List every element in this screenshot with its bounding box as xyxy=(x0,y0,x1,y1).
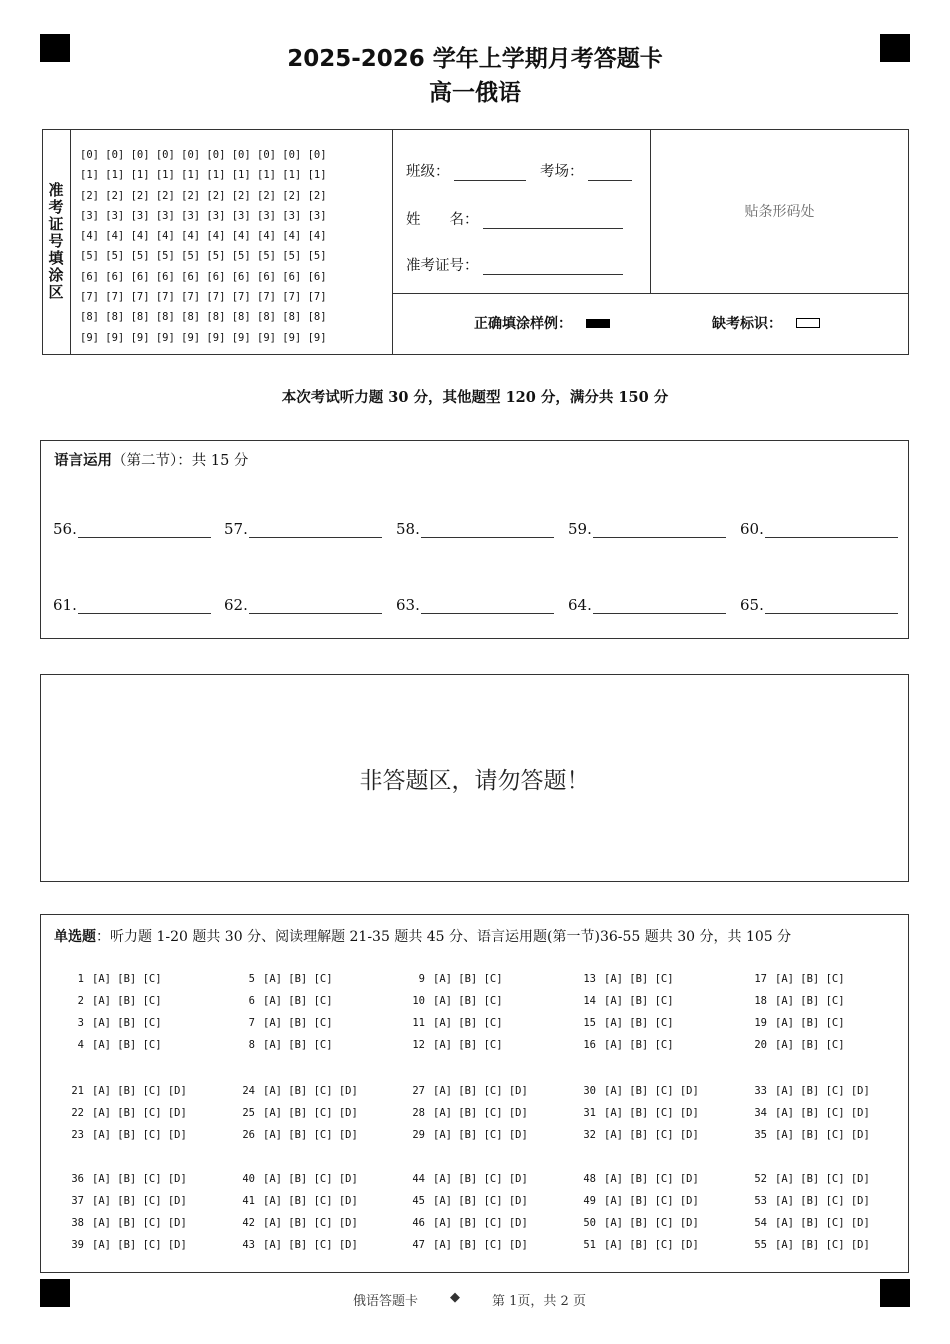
answer-options[interactable]: [A] [B] [C] [D] xyxy=(433,1217,528,1229)
blank-number: 56. xyxy=(53,520,77,538)
mcq-item[interactable] xyxy=(745,1012,845,1034)
answer-options[interactable]: [A] [B] [C] [D] xyxy=(92,1129,187,1141)
room-label: 考场： xyxy=(540,164,584,180)
answer-options[interactable]: [A] [B] [C] [D] xyxy=(433,1239,528,1251)
question-number: 8 xyxy=(248,1039,255,1051)
mcq-item[interactable] xyxy=(403,1080,528,1102)
answer-options[interactable]: [A] [B] [C] [D] xyxy=(775,1217,870,1229)
question-number: 26 xyxy=(242,1129,255,1141)
answer-options[interactable]: [A] [B] [C] [D] xyxy=(775,1195,870,1207)
language-section-title: 语言运用（第二节）：共 15 分 xyxy=(54,452,249,469)
mcq-item[interactable] xyxy=(62,1012,162,1034)
question-number: 45 xyxy=(412,1195,425,1207)
blank-line[interactable] xyxy=(593,523,726,538)
question-number: 49 xyxy=(583,1195,596,1207)
answer-options[interactable]: [A] [B] [C] xyxy=(604,995,674,1007)
corner-marker-bottom-left xyxy=(40,1279,70,1307)
question-number: 6 xyxy=(248,995,255,1007)
answer-options[interactable]: [A] [B] [C] xyxy=(92,1017,162,1029)
mcq-item[interactable] xyxy=(62,1234,187,1256)
mcq-column xyxy=(62,1080,187,1146)
question-number: 22 xyxy=(71,1107,84,1119)
absent-checkbox[interactable] xyxy=(796,318,820,328)
name-line[interactable] xyxy=(483,212,623,229)
correct-fill-label: 正确填涂样例： xyxy=(474,316,572,332)
mcq-item[interactable] xyxy=(574,1190,699,1212)
mcq-item[interactable] xyxy=(233,1124,358,1146)
id-bubble-row[interactable]: [2] [2] [2] [2] [2] [2] [2] [2] [2] [2] xyxy=(80,189,327,202)
id-bubble-row[interactable]: [5] [5] [5] [5] [5] [5] [5] [5] [5] [5] xyxy=(80,250,327,263)
question-number: 13 xyxy=(583,973,596,985)
question-number: 44 xyxy=(412,1173,425,1185)
mcq-item[interactable] xyxy=(403,1012,503,1034)
mcq-item[interactable] xyxy=(745,1102,870,1124)
id-bubble-row[interactable]: [1] [1] [1] [1] [1] [1] [1] [1] [1] [1] xyxy=(80,169,327,182)
corner-marker-bottom-right xyxy=(880,1279,910,1307)
answer-options[interactable]: [A] [B] [C] [D] xyxy=(775,1173,870,1185)
mcq-item[interactable] xyxy=(745,990,845,1012)
mcq-item[interactable] xyxy=(233,1102,358,1124)
answer-options[interactable]: [A] [B] [C] xyxy=(775,973,845,985)
mcq-section-title: 单选题：听力题 1-20 题共 30 分、阅读理解题 21-35 题共 45 分、语言运用题(第一节)36-55 题共 30 分，共 105 分 xyxy=(54,929,792,945)
mcq-item[interactable] xyxy=(403,1124,528,1146)
question-number: 4 xyxy=(77,1039,84,1051)
blank-line[interactable] xyxy=(765,599,898,614)
mcq-item[interactable] xyxy=(745,1190,870,1212)
score-note: 本次考试听力题 30 分，其他题型 120 分，满分共 150 分 xyxy=(281,389,669,406)
no-answer-area: 非答题区，请勿答题！ xyxy=(40,674,909,882)
answer-options[interactable]: [A] [B] [C] [D] xyxy=(263,1239,358,1251)
answer-options[interactable]: [A] [B] [C] xyxy=(92,1039,162,1051)
mcq-item[interactable] xyxy=(233,1034,333,1056)
answer-options[interactable]: [A] [B] [C] [D] xyxy=(263,1129,358,1141)
mcq-item[interactable] xyxy=(62,1102,187,1124)
question-number: 53 xyxy=(754,1195,767,1207)
question-number: 31 xyxy=(583,1107,596,1119)
question-number: 42 xyxy=(242,1217,255,1229)
mcq-item[interactable] xyxy=(62,1212,187,1234)
answer-options[interactable]: [A] [B] [C] [D] xyxy=(433,1085,528,1097)
mcq-column xyxy=(745,968,845,1056)
id-bubble-row[interactable]: [3] [3] [3] [3] [3] [3] [3] [3] [3] [3] xyxy=(80,209,327,222)
answer-options[interactable]: [A] [B] [C] [D] xyxy=(263,1085,358,1097)
answer-options[interactable]: [A] [B] [C] [D] xyxy=(604,1195,699,1207)
blank-line[interactable] xyxy=(421,599,554,614)
answer-options[interactable]: [A] [B] [C] xyxy=(263,1039,333,1051)
answer-blank[interactable] xyxy=(740,520,898,538)
mcq-item[interactable] xyxy=(62,1168,187,1190)
answer-options[interactable]: [A] [B] [C] [D] xyxy=(775,1085,870,1097)
blank-line[interactable] xyxy=(78,599,211,614)
answer-options[interactable]: [A] [B] [C] xyxy=(775,995,845,1007)
answer-blank[interactable] xyxy=(53,596,211,614)
question-number: 43 xyxy=(242,1239,255,1251)
answer-options[interactable]: [A] [B] [C] xyxy=(92,973,162,985)
id-label: 准考证号： xyxy=(406,258,479,274)
question-number: 37 xyxy=(71,1195,84,1207)
question-number: 20 xyxy=(754,1039,767,1051)
room-field[interactable] xyxy=(540,160,632,181)
question-number: 24 xyxy=(242,1085,255,1097)
question-number: 33 xyxy=(754,1085,767,1097)
divider xyxy=(392,129,393,355)
answer-blank[interactable] xyxy=(568,596,726,614)
question-number: 15 xyxy=(583,1017,596,1029)
footer-left: 俄语答题卡 xyxy=(353,1294,419,1309)
id-line[interactable] xyxy=(483,258,623,275)
answer-options[interactable]: [A] [B] [C] [D] xyxy=(263,1195,358,1207)
correct-fill-sample xyxy=(474,313,610,333)
question-number: 7 xyxy=(248,1017,255,1029)
question-number: 39 xyxy=(71,1239,84,1251)
question-number: 38 xyxy=(71,1217,84,1229)
id-bubble-row[interactable]: [6] [6] [6] [6] [6] [6] [6] [6] [6] [6] xyxy=(80,270,327,283)
answer-options[interactable]: [A] [B] [C] xyxy=(263,973,333,985)
mcq-item[interactable] xyxy=(745,1212,870,1234)
mcq-item[interactable] xyxy=(574,1168,699,1190)
answer-options[interactable]: [A] [B] [C] [D] xyxy=(433,1195,528,1207)
blank-number: 64. xyxy=(568,596,592,614)
question-number: 36 xyxy=(71,1173,84,1185)
question-number: 55 xyxy=(754,1239,767,1251)
question-number: 17 xyxy=(754,973,767,985)
mcq-column xyxy=(745,1168,870,1256)
blank-line[interactable] xyxy=(249,599,382,614)
answer-options[interactable]: [A] [B] [C] xyxy=(604,1039,674,1051)
answer-blank[interactable] xyxy=(224,520,382,538)
page-title: 2025-2026 学年上学期月考答题卡 xyxy=(287,46,663,72)
question-number: 47 xyxy=(412,1239,425,1251)
id-bubble-row[interactable]: [4] [4] [4] [4] [4] [4] [4] [4] [4] [4] xyxy=(80,230,327,243)
mcq-item[interactable] xyxy=(745,1124,870,1146)
blank-number: 65. xyxy=(740,596,764,614)
question-number: 29 xyxy=(412,1129,425,1141)
mcq-item[interactable] xyxy=(233,968,333,990)
answer-options[interactable]: [A] [B] [C] [D] xyxy=(604,1239,699,1251)
mcq-column xyxy=(403,1080,528,1146)
mcq-item[interactable] xyxy=(62,1124,187,1146)
mcq-column xyxy=(233,968,333,1056)
mcq-item[interactable] xyxy=(574,1034,674,1056)
mcq-item[interactable] xyxy=(233,1234,358,1256)
question-number: 48 xyxy=(583,1173,596,1185)
answer-options[interactable]: [A] [B] [C] xyxy=(604,1017,674,1029)
answer-options[interactable]: [A] [B] [C] [D] xyxy=(604,1085,699,1097)
answer-options[interactable]: [A] [B] [C] xyxy=(433,995,503,1007)
answer-blank[interactable] xyxy=(396,596,554,614)
mcq-column xyxy=(745,1080,870,1146)
mcq-item[interactable] xyxy=(233,1080,358,1102)
answer-blank[interactable] xyxy=(396,520,554,538)
question-number: 11 xyxy=(412,1017,425,1029)
mcq-item[interactable] xyxy=(403,1102,528,1124)
mcq-item[interactable] xyxy=(745,1234,870,1256)
answer-options[interactable]: [A] [B] [C] [D] xyxy=(92,1195,187,1207)
answer-options[interactable]: [A] [B] [C] [D] xyxy=(263,1217,358,1229)
question-number: 34 xyxy=(754,1107,767,1119)
answer-options[interactable]: [A] [B] [C] xyxy=(433,1017,503,1029)
question-number: 46 xyxy=(412,1217,425,1229)
mcq-item[interactable] xyxy=(745,1080,870,1102)
mcq-column xyxy=(403,968,503,1056)
class-line[interactable] xyxy=(454,164,526,181)
answer-blank[interactable] xyxy=(224,596,382,614)
mcq-column xyxy=(233,1080,358,1146)
mcq-item[interactable] xyxy=(574,1212,699,1234)
id-field[interactable] xyxy=(406,254,623,275)
blank-number: 62. xyxy=(224,596,248,614)
id-bubble-grid[interactable] xyxy=(80,145,382,348)
answer-options[interactable]: [A] [B] [C] [D] xyxy=(604,1173,699,1185)
mcq-column xyxy=(574,968,674,1056)
answer-options[interactable]: [A] [B] [C] xyxy=(263,995,333,1007)
question-number: 14 xyxy=(583,995,596,1007)
name-label: 姓 名： xyxy=(406,212,479,228)
mcq-item[interactable] xyxy=(745,968,845,990)
mcq-item[interactable] xyxy=(62,968,162,990)
divider xyxy=(392,293,909,294)
mcq-column xyxy=(62,968,162,1056)
question-number: 25 xyxy=(242,1107,255,1119)
question-number: 32 xyxy=(583,1129,596,1141)
question-number: 54 xyxy=(754,1217,767,1229)
id-fill-label: 准考证号填涂区 xyxy=(42,129,71,354)
answer-options[interactable]: [A] [B] [C] xyxy=(433,973,503,985)
blank-number: 63. xyxy=(396,596,420,614)
mcq-item[interactable] xyxy=(745,1168,870,1190)
absent-mark[interactable] xyxy=(712,313,820,333)
answer-options[interactable]: [A] [B] [C] xyxy=(604,973,674,985)
answer-options[interactable]: [A] [B] [C] [D] xyxy=(775,1239,870,1251)
answer-options[interactable]: [A] [B] [C] [D] xyxy=(92,1107,187,1119)
question-number: 30 xyxy=(583,1085,596,1097)
answer-options[interactable]: [A] [B] [C] [D] xyxy=(263,1173,358,1185)
answer-options[interactable]: [A] [B] [C] [D] xyxy=(604,1129,699,1141)
question-number: 2 xyxy=(77,995,84,1007)
blank-number: 60. xyxy=(740,520,764,538)
answer-blank[interactable] xyxy=(740,596,898,614)
mcq-column xyxy=(233,1168,358,1256)
question-number: 3 xyxy=(77,1017,84,1029)
answer-blank[interactable] xyxy=(53,520,211,538)
footer-symbol: ◆ xyxy=(450,1290,460,1305)
question-number: 1 xyxy=(77,973,84,985)
footer-page: 第 1页，共 2 页 xyxy=(492,1294,586,1309)
question-number: 12 xyxy=(412,1039,425,1051)
mcq-column xyxy=(574,1080,699,1146)
id-bubble-row[interactable]: [8] [8] [8] [8] [8] [8] [8] [8] [8] [8] xyxy=(80,311,327,324)
question-number: 28 xyxy=(412,1107,425,1119)
answer-options[interactable]: [A] [B] [C] [D] xyxy=(92,1085,187,1097)
question-number: 21 xyxy=(71,1085,84,1097)
mcq-column xyxy=(62,1168,187,1256)
answer-options[interactable]: [A] [B] [C] [D] xyxy=(263,1107,358,1119)
answer-options[interactable]: [A] [B] [C] xyxy=(775,1017,845,1029)
mcq-column xyxy=(574,1168,699,1256)
filled-mark-example xyxy=(586,319,610,328)
question-number: 10 xyxy=(412,995,425,1007)
question-number: 27 xyxy=(412,1085,425,1097)
mcq-item[interactable] xyxy=(403,1168,528,1190)
blank-number: 57. xyxy=(224,520,248,538)
question-number: 23 xyxy=(71,1129,84,1141)
mcq-item[interactable] xyxy=(574,968,674,990)
page-subtitle: 高一俄语 xyxy=(429,80,521,106)
blank-number: 58. xyxy=(396,520,420,538)
question-number: 41 xyxy=(242,1195,255,1207)
question-number: 50 xyxy=(583,1217,596,1229)
mcq-item[interactable] xyxy=(403,1234,528,1256)
class-label: 班级： xyxy=(406,164,450,180)
mcq-item[interactable] xyxy=(745,1034,845,1056)
answer-options[interactable]: [A] [B] [C] [D] xyxy=(433,1107,528,1119)
answer-options[interactable]: [A] [B] [C] xyxy=(92,995,162,1007)
blank-number: 59. xyxy=(568,520,592,538)
answer-options[interactable]: [A] [B] [C] xyxy=(775,1039,845,1051)
mcq-item[interactable] xyxy=(574,1234,699,1256)
answer-blank[interactable] xyxy=(568,520,726,538)
absent-label: 缺考标识： xyxy=(712,316,782,332)
mcq-item[interactable] xyxy=(403,990,503,1012)
blank-line[interactable] xyxy=(593,599,726,614)
question-number: 51 xyxy=(583,1239,596,1251)
name-field[interactable] xyxy=(406,208,623,229)
mcq-item[interactable] xyxy=(574,1102,699,1124)
mcq-item[interactable] xyxy=(62,1080,187,1102)
mcq-item[interactable] xyxy=(403,968,503,990)
question-number: 19 xyxy=(754,1017,767,1029)
mcq-column xyxy=(403,1168,528,1256)
mcq-item[interactable] xyxy=(574,990,674,1012)
id-bubble-row[interactable]: [9] [9] [9] [9] [9] [9] [9] [9] [9] [9] xyxy=(80,331,327,344)
mcq-item[interactable] xyxy=(233,990,333,1012)
mcq-item[interactable] xyxy=(574,1124,699,1146)
blank-line[interactable] xyxy=(78,523,211,538)
blank-number: 61. xyxy=(53,596,77,614)
mcq-item[interactable] xyxy=(62,1034,162,1056)
mcq-item[interactable] xyxy=(62,990,162,1012)
answer-options[interactable]: [A] [B] [C] [D] xyxy=(775,1129,870,1141)
answer-options[interactable]: [A] [B] [C] [D] xyxy=(604,1217,699,1229)
id-bubble-row[interactable]: [7] [7] [7] [7] [7] [7] [7] [7] [7] [7] xyxy=(80,291,327,304)
mcq-item[interactable] xyxy=(574,1080,699,1102)
answer-options[interactable]: [A] [B] [C] [D] xyxy=(92,1239,187,1251)
answer-options[interactable]: [A] [B] [C] xyxy=(433,1039,503,1051)
question-number: 40 xyxy=(242,1173,255,1185)
answer-options[interactable]: [A] [B] [C] [D] xyxy=(92,1173,187,1185)
question-number: 16 xyxy=(583,1039,596,1051)
mcq-item[interactable] xyxy=(403,1034,503,1056)
room-line[interactable] xyxy=(588,164,632,181)
mcq-item[interactable] xyxy=(233,1212,358,1234)
mcq-item[interactable] xyxy=(62,1190,187,1212)
blank-line[interactable] xyxy=(765,523,898,538)
barcode-area: 贴条形码处 xyxy=(744,204,815,220)
question-number: 18 xyxy=(754,995,767,1007)
mcq-item[interactable] xyxy=(233,1012,333,1034)
mcq-item[interactable] xyxy=(233,1168,358,1190)
mcq-item[interactable] xyxy=(403,1190,528,1212)
mcq-item[interactable] xyxy=(574,1012,674,1034)
question-number: 35 xyxy=(754,1129,767,1141)
question-number: 5 xyxy=(248,973,255,985)
blank-line[interactable] xyxy=(249,523,382,538)
answer-options[interactable]: [A] [B] [C] [D] xyxy=(433,1173,528,1185)
answer-options[interactable]: [A] [B] [C] [D] xyxy=(433,1129,528,1141)
question-number: 52 xyxy=(754,1173,767,1185)
mcq-item[interactable] xyxy=(233,1190,358,1212)
id-bubble-row[interactable]: [0] [0] [0] [0] [0] [0] [0] [0] [0] [0] xyxy=(80,149,327,161)
answer-options[interactable]: [A] [B] [C] [D] xyxy=(92,1217,187,1229)
mcq-item[interactable] xyxy=(403,1212,528,1234)
question-number: 9 xyxy=(418,973,425,985)
blank-line[interactable] xyxy=(421,523,554,538)
class-field[interactable] xyxy=(406,160,526,181)
answer-options[interactable]: [A] [B] [C] xyxy=(263,1017,333,1029)
answer-options[interactable]: [A] [B] [C] [D] xyxy=(775,1107,870,1119)
answer-options[interactable]: [A] [B] [C] [D] xyxy=(604,1107,699,1119)
